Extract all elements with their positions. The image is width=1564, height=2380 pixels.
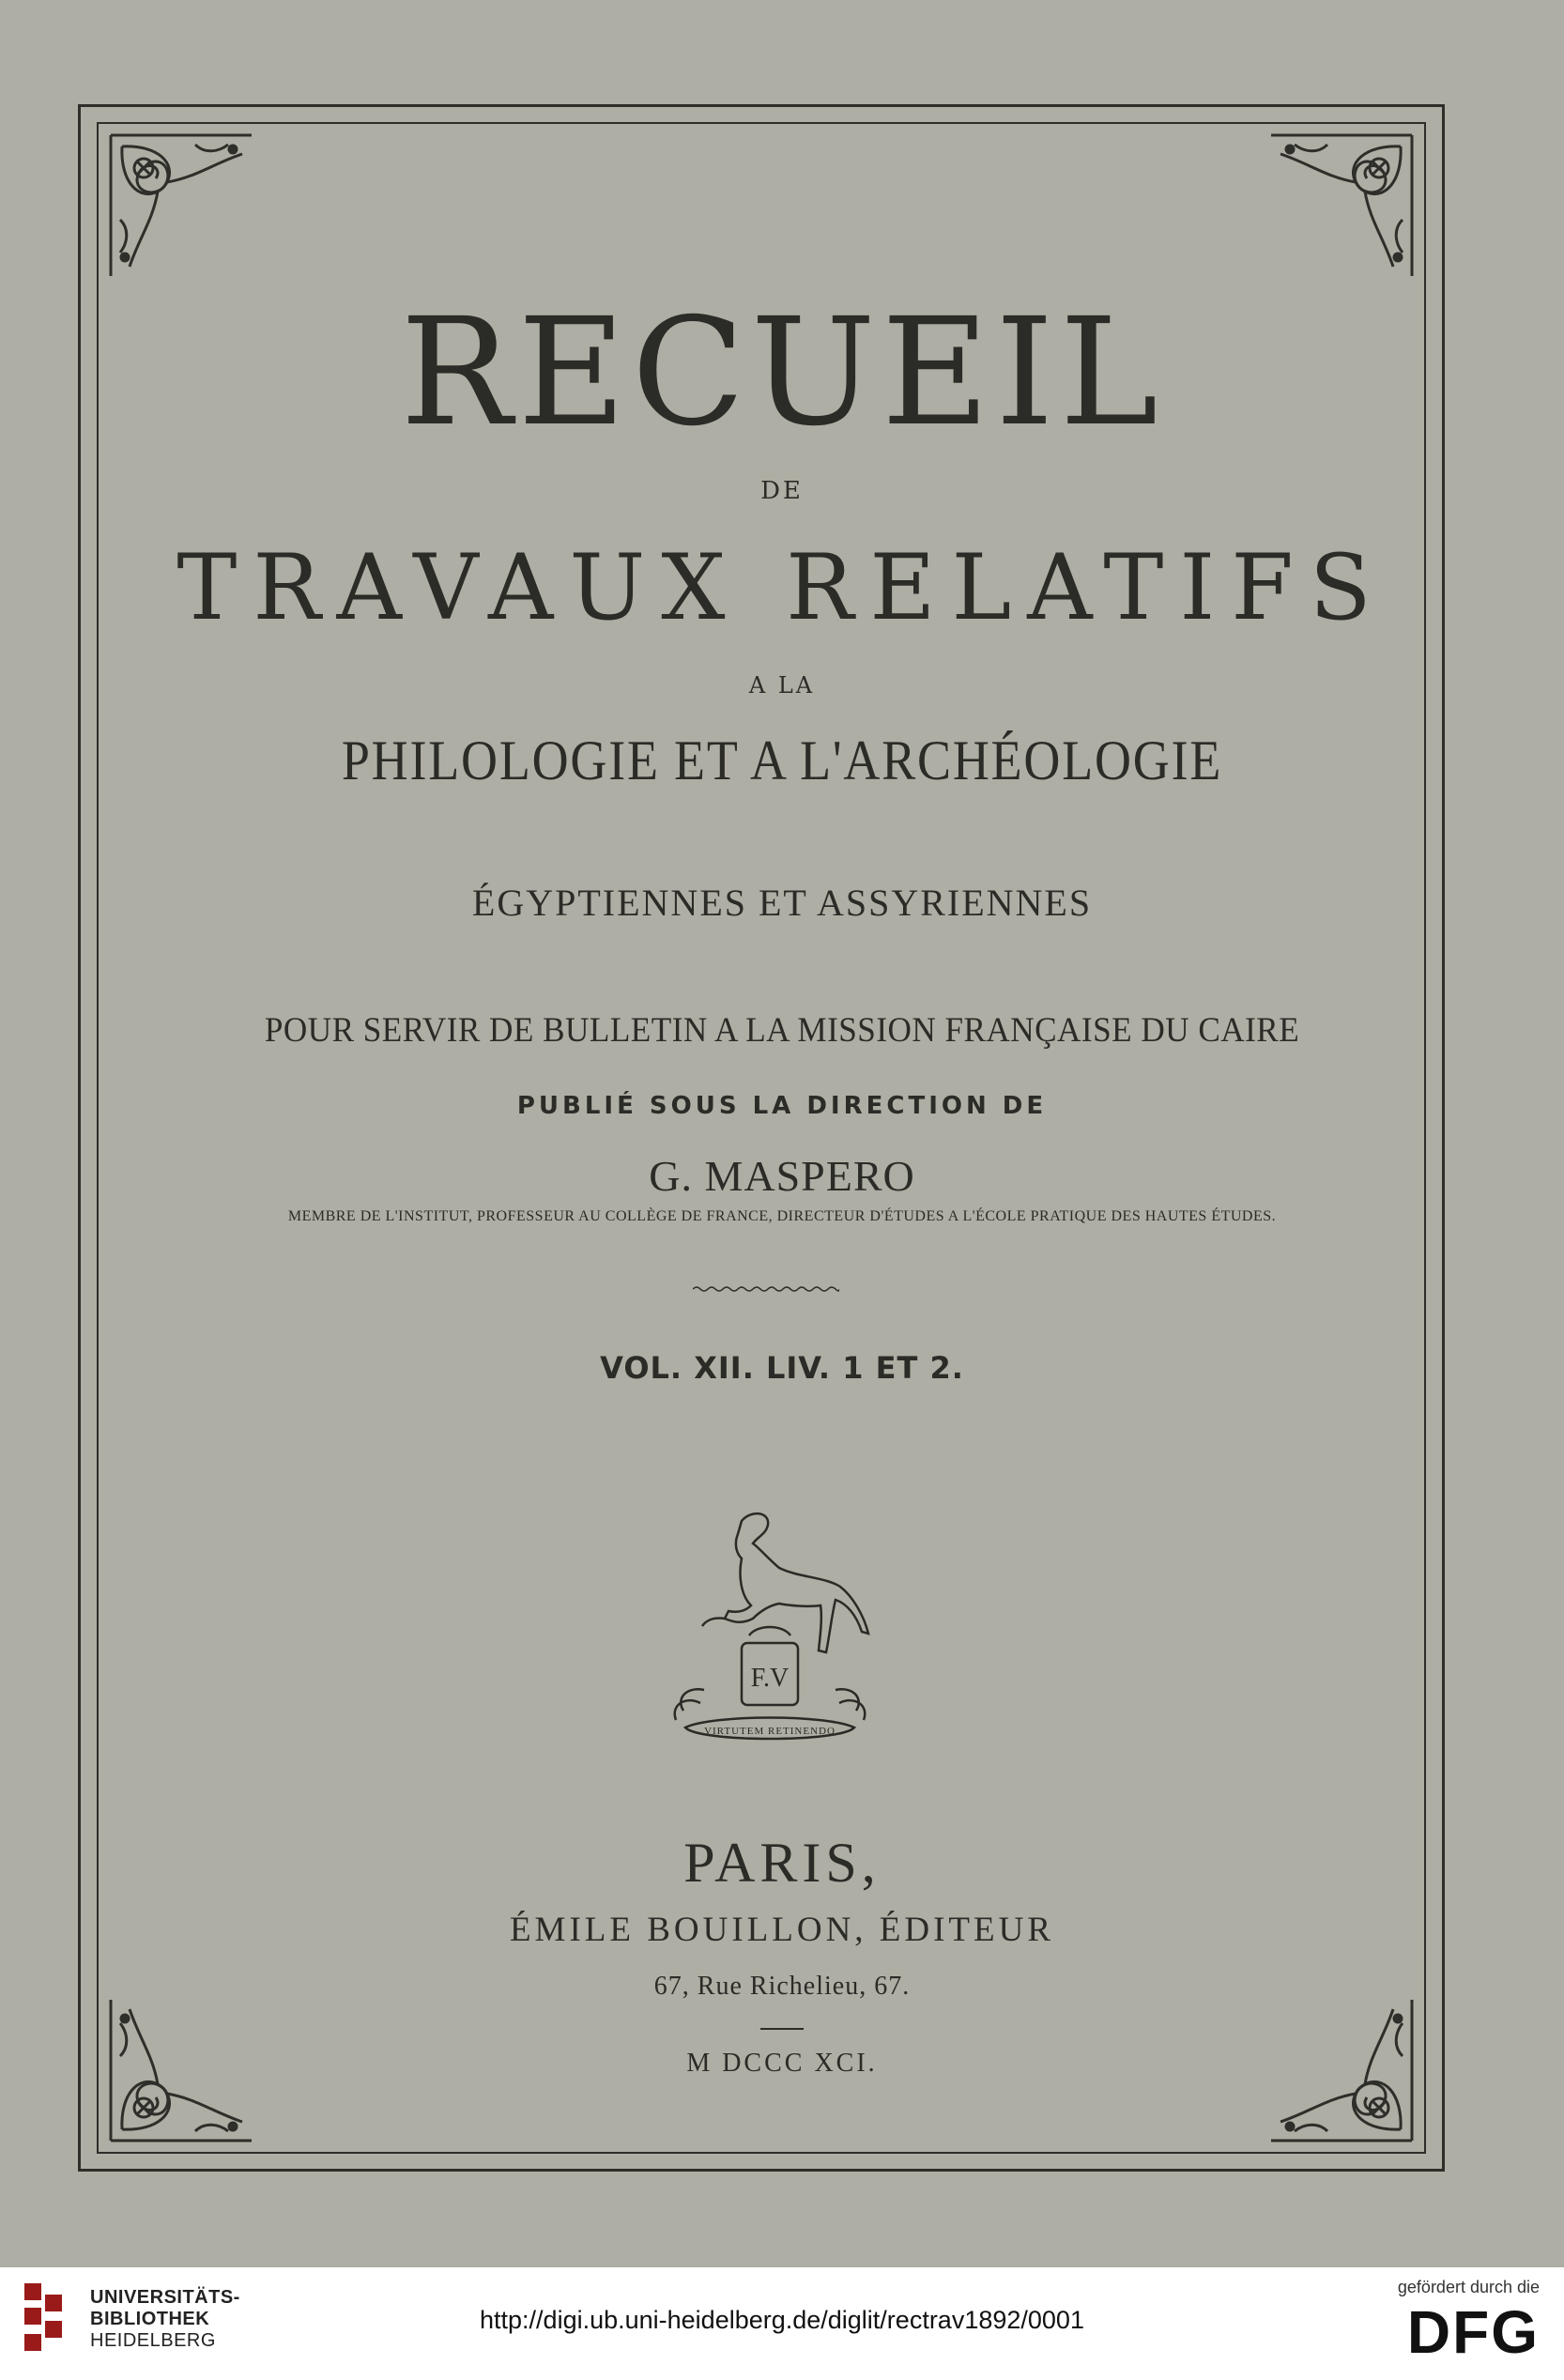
title-travaux-relatifs: TRAVAUX RELATIFS (176, 535, 1388, 640)
corner-ornament-top-right (1262, 126, 1421, 285)
imprint-city: PARIS, (683, 1832, 881, 1894)
svg-text:F.V: F.V (750, 1664, 790, 1693)
subtitle-pour-servir: POUR SERVIR DE BULLETIN A LA MISSION FRANÇAISE DU CAIRE (264, 1011, 1300, 1050)
imprint-year: M DCCC XCI. (686, 2049, 878, 2078)
title-philologie: PHILOLOGIE ET A L'ARCHÉOLOGIE (341, 729, 1223, 791)
imprint-publisher: ÉMILE BOUILLON, ÉDITEUR (509, 1911, 1055, 1949)
publisher-emblem (648, 1502, 892, 1765)
permalink-url[interactable]: http://digi.ub.uni-heidelberg.de/diglit/rectrav1892/0001 (480, 2306, 1084, 2334)
svg-text:VIRTUTEM RETINENDO: VIRTUTEM RETINENDO (704, 1726, 836, 1737)
subtitle-publie: PUBLIÉ SOUS LA DIRECTION DE (516, 1092, 1048, 1120)
library-line-2: BIBLIOTHEK (90, 2309, 210, 2329)
short-rule (760, 2028, 804, 2030)
title-recueil: RECUEIL (400, 286, 1164, 459)
title-a-la: A LA (748, 672, 816, 699)
editor-titles: MEMBRE DE L'INSTITUT, PROFESSEUR AU COLLÈGE DE FRANCE, DIRECTEUR D'ÉTUDES A L'ÉCOLE PRATIQUE DES HAUTES ÉTUDES. (287, 1208, 1277, 1224)
library-line-1: UNIVERSITÄTS- (90, 2287, 240, 2308)
corner-ornament-top-left (101, 126, 261, 285)
horse-icon (725, 1513, 868, 1652)
volume-label: VOL. XII. LIV. 1 ET 2. (600, 1350, 964, 1386)
title-de: DE (760, 477, 804, 505)
imprint-address: 67, Rue Richelieu, 67. (653, 1972, 911, 2001)
editor-name: G. MASPERO (649, 1152, 915, 1200)
library-line-3: HEIDELBERG (90, 2330, 216, 2351)
title-egyptiennes: ÉGYPTIENNES ET ASSYRIENNES (471, 882, 1093, 924)
funded-by-text: gefördert durch die (1397, 2278, 1540, 2296)
wavy-divider (693, 1284, 839, 1294)
dfg-logo: DFG (1406, 2298, 1540, 2366)
